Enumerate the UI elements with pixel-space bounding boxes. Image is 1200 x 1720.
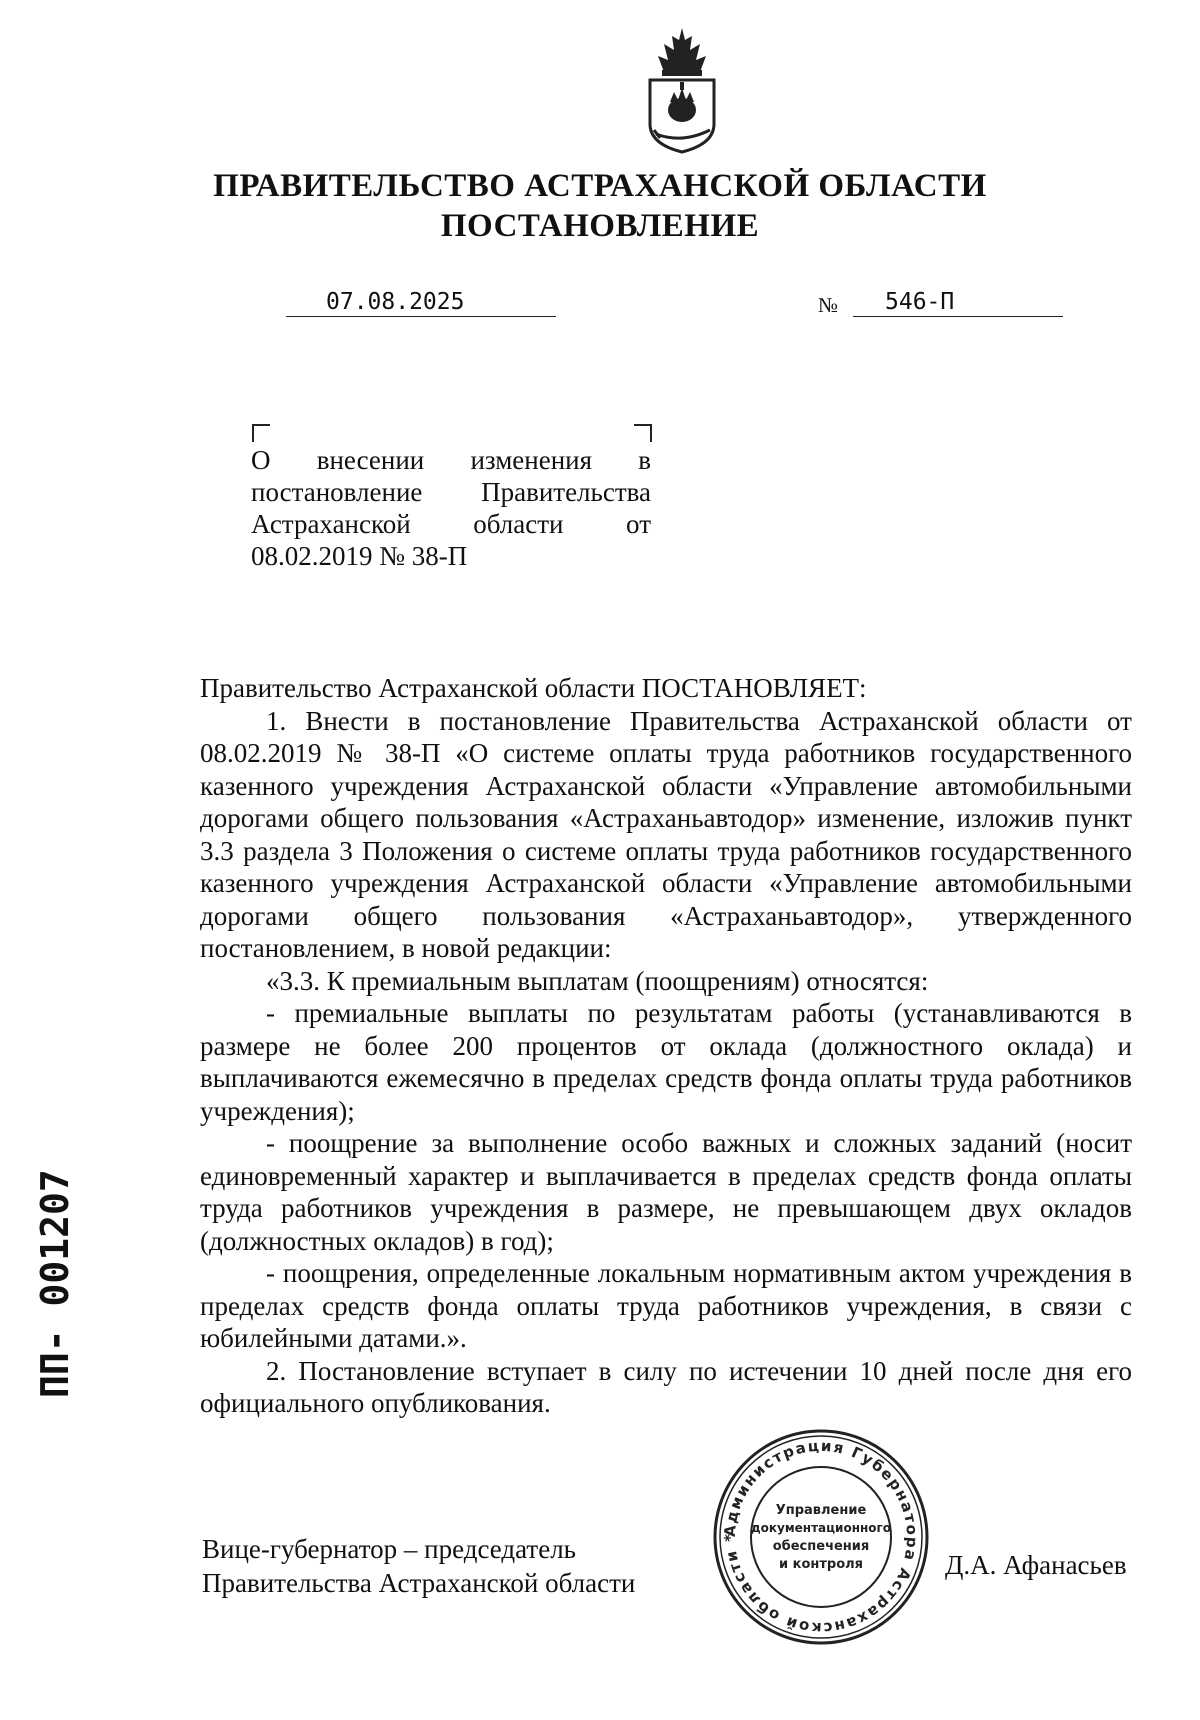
paragraph-bonus-special-tasks: - поощрение за выполнение особо важных и сложных заданий (носит единовременный характер и выплачивается в пределах средств фонда оплаты труда работников учреждения в размере, не превышающем двух окладов (должностных окладов) в год); [200, 1128, 1132, 1256]
signer-position [202, 1532, 635, 1600]
paragraph-1: 1. Внести в постановление Правительства Астраханской области от 08.02.2019 № 38-П «О системе оплаты труда работников государственного казенного учреждения Астраханской области «Управление автомобильными дорогами общего пользования «Астраханьавтодор» изменение, изложив пункт 3.3 раздела 3 Положения о системе оплаты труда работников государственного казенного учреждения Астраханской области «Управление автомобильными дорогами общего пользования «Астраханьавтодор», утвержденного постановлением, в новой редакции: [200, 705, 1132, 963]
stamp-center-line-2: документационного [750, 1521, 892, 1535]
document-subject: О внесении изменения в постановление Правительства Астраханской области от 08.02.2019 № 38-П [251, 445, 651, 571]
stamp-center-line-1: Управление [775, 1503, 867, 1518]
document-date: 07.08.2025 [286, 288, 556, 317]
coat-of-arms-icon [640, 26, 724, 154]
signer-position-line-2: Правительства Астраханской области [202, 1568, 636, 1598]
paragraph-3-3-heading: «3.3. К премиальным выплатам (поощрениям) относятся: [266, 965, 929, 996]
number-sign: № [818, 293, 839, 317]
signer-name: Д.А. Афанасьев [945, 1550, 1127, 1580]
stamp-ring-text: Администрация Губернатора Астраханской области * [720, 1436, 922, 1638]
paragraph-bonus-monthly: - премиальные выплаты по результатам работы (устанавливаются в размере не более 200 процентов от оклада (должностного оклада) и выплачиваются ежемесячно в пределах средств фонда оплаты труда работников учреждения); [200, 998, 1132, 1126]
paragraph-bonus-anniversary: - поощрения, определенные локальным нормативным актом учреждения в пределах средств фонда оплаты труда работников учреждения, в связи с юбилейными датами.». [200, 1258, 1132, 1353]
signer-position-line-1: Вице-губернатор – председатель [202, 1534, 576, 1564]
paragraph-2-effective-date: 2. Постановление вступает в силу по истечении 10 дней после дня его официального опубликования. [200, 1355, 1132, 1418]
document-body [200, 672, 1132, 1420]
subject-bracket-left [252, 424, 270, 442]
stamp-center-line-4: и контроля [778, 1557, 864, 1572]
preamble: Правительство Астраханской области ПОСТАНОВЛЯЕТ: [200, 673, 867, 703]
document-number: 546-П [853, 288, 1063, 317]
official-stamp [710, 1426, 932, 1648]
registration-side-number: ПП- 001207 [33, 1169, 77, 1398]
subject-bracket-right [634, 424, 652, 442]
government-title: ПРАВИТЕЛЬСТВО АСТРАХАНСКОЙ ОБЛАСТИ [213, 168, 987, 204]
stamp-center-line-3: обеспечения [772, 1539, 870, 1554]
document-type-title: ПОСТАНОВЛЕНИЕ [440, 208, 760, 244]
